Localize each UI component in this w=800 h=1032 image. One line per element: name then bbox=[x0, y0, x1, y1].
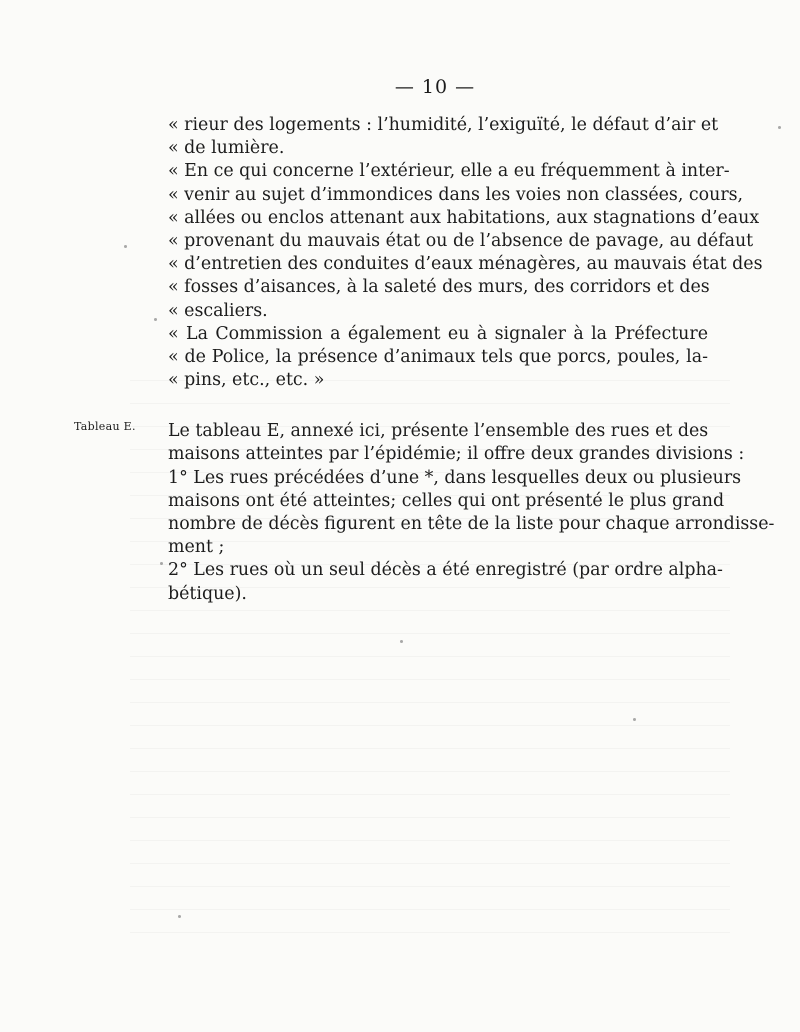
text-line: « de Police, la présence d’animaux tels que porcs, poules, la- bbox=[168, 346, 708, 367]
text-line: maisons atteintes par l’épidémie; il offre deux grandes divisions : bbox=[168, 444, 745, 465]
text-line: 2° Les rues où un seul décès a été enregistré (par ordre alpha- bbox=[168, 560, 723, 581]
paragraph-gap bbox=[168, 392, 708, 420]
text-line: « rieur des logements : l’humidité, l’exiguïté, le défaut d’air et bbox=[168, 115, 719, 135]
text-line: nombre de décès figurent en tête de la liste pour chaque arrondisse- bbox=[168, 514, 775, 534]
paper-speck bbox=[124, 245, 127, 248]
page-number: — 10 — bbox=[394, 76, 476, 98]
paper-speck bbox=[778, 126, 781, 129]
text-line: bétique). bbox=[168, 583, 247, 604]
text-line: « fosses d’aisances, à la saleté des murs, des corridors et des bbox=[168, 277, 710, 298]
text-line: « de lumière. bbox=[168, 138, 285, 159]
body-text bbox=[168, 114, 775, 606]
paper-speck bbox=[160, 562, 163, 565]
paper-speck bbox=[154, 318, 157, 321]
text-line: Le tableau E, annexé ici, présente l’ensemble des rues et des bbox=[168, 421, 709, 442]
paper-speck bbox=[178, 915, 181, 918]
text-line: « La Commission a également eu à signaler à la Préfecture bbox=[168, 323, 708, 344]
text-line: « pins, etc., etc. » bbox=[168, 370, 325, 391]
text-line: maisons ont été atteintes; celles qui ont présenté le plus grand bbox=[168, 490, 725, 511]
text-line: « escaliers. bbox=[168, 300, 268, 321]
text-line: ment ; bbox=[168, 537, 225, 558]
text-line: « d’entretien des conduites d’eaux ménagères, au mauvais état des bbox=[168, 254, 763, 275]
text-line: 1° Les rues précédées d’une *, dans lesquelles deux ou plusieurs bbox=[168, 467, 742, 488]
margin-note-tableau: Tableau E. bbox=[74, 420, 136, 433]
text-line: « allées ou enclos attenant aux habitations, aux stagnations d’eaux bbox=[168, 207, 760, 228]
paper-speck bbox=[400, 640, 403, 643]
text-line: « provenant du mauvais état ou de l’absence de pavage, au défaut bbox=[168, 230, 754, 251]
text-line: « En ce qui concerne l’extérieur, elle a eu fréquemment à inter- bbox=[168, 161, 730, 182]
paper-speck bbox=[633, 718, 636, 721]
text-line: « venir au sujet d’immondices dans les voies non classées, cours, bbox=[168, 184, 744, 205]
